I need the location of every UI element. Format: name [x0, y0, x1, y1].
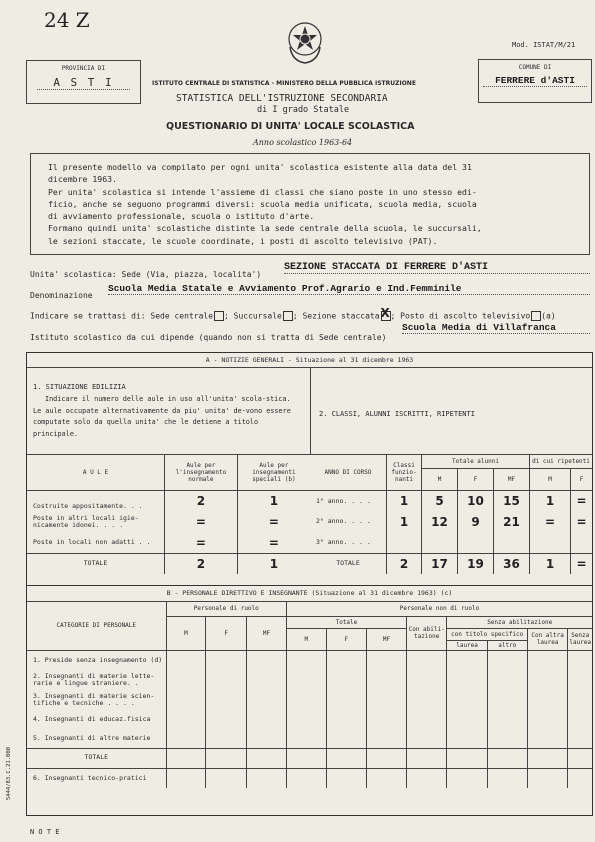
anno-total-label: TOTALE: [310, 554, 387, 574]
tipo-row: [30, 306, 556, 321]
intro-line: Per unita' scolastica si intende l'assieme di classi che siano poste in uno stesso edi-: [48, 186, 477, 197]
aule-normali-header: Aule per l'insegnamento normale: [165, 455, 238, 491]
tipo-sez-label: ; Sezione staccata: [292, 311, 380, 321]
anno-row-label: 2° anno. . . .: [310, 512, 387, 533]
rip-f-total[interactable]: =: [576, 556, 587, 571]
s1-block: [27, 368, 311, 454]
comune-label: COMUNE DI: [518, 64, 552, 71]
altro-header: altro: [487, 640, 527, 650]
tipo-note: (a): [541, 311, 556, 321]
totale-alunni-header: Totale alunni: [422, 455, 530, 469]
aule-normali-value[interactable]: =: [165, 512, 238, 533]
classi-value[interactable]: 1: [387, 491, 422, 512]
m-value[interactable]: 5: [422, 491, 458, 512]
intro-box: [30, 153, 590, 255]
s2-title: 2. CLASSI, ALUNNI ISCRITTI, RIPETENTI: [319, 410, 475, 418]
aule-speciali-value[interactable]: 1: [269, 494, 279, 509]
titolo-specifico-header: con titolo specifico: [447, 628, 528, 640]
title-sub: di I grado Statale: [257, 105, 350, 115]
rip-f-header: F: [579, 476, 584, 483]
aule-normali-total[interactable]: 2: [165, 554, 238, 574]
handwritten-number: 24 Z: [44, 8, 90, 32]
sede-label: Unita' scolastica: Sede (Via, piazza, localita'): [30, 270, 262, 279]
classi-value[interactable]: 1: [387, 512, 422, 533]
intro-line: ficio, anche se seguono programmi diversi: scuola media unificata, scuola media, scuola: [48, 198, 477, 209]
personale-row-label: 5. Insegnanti di altre materie: [27, 730, 166, 748]
personale-row-label: 6. Insegnanti tecnico-pratici: [27, 768, 166, 788]
institute-name: ISTITUTO CENTRALE DI STATISTICA - MINISTERO DELLA PUBBLICA ISTRUZIONE: [152, 80, 416, 87]
classi-table: [310, 454, 592, 574]
title-questionario: QUESTIONARIO DI UNITA' LOCALE SCOLASTICA: [166, 121, 415, 132]
model-code: Mod. ISTAT/M/21: [512, 41, 576, 49]
side-code: 5444/83.C.21.000: [6, 747, 12, 800]
succursale-checkbox[interactable]: [283, 311, 293, 321]
ripetenti-header: di cui ripetenti: [530, 455, 593, 469]
comune-value: FERRERE d'ASTI: [483, 75, 587, 87]
province-label: PROVINCIA DI: [61, 65, 106, 72]
intro-line: di avviamento professionale, scuola o istituto d'arte.: [48, 211, 315, 222]
senza-abil-header: Senza abilitazione: [447, 616, 592, 628]
rip-f-value[interactable]: [571, 533, 593, 554]
comune-box: [478, 59, 592, 103]
m-total[interactable]: 17: [422, 554, 458, 574]
province-box: [26, 60, 141, 104]
school-year: Anno scolastico 1963-64: [253, 138, 353, 147]
f-header: F: [458, 469, 494, 491]
mf-value[interactable]: 21: [494, 512, 530, 533]
f-value[interactable]: 10: [458, 491, 494, 512]
rip-m-value[interactable]: =: [530, 512, 571, 533]
denominazione-value[interactable]: Scuola Media Statale e Avviamento Prof.Agrario e Ind.Femminile: [108, 283, 590, 295]
posto-ascolto-checkbox[interactable]: [531, 311, 541, 321]
sede-value[interactable]: SEZIONE STACCATA DI FERRERE D'ASTI: [284, 262, 590, 274]
republic-emblem-icon: [284, 17, 326, 67]
personale-total-label: TOTALE: [27, 748, 166, 768]
classi-header: Classi funzio-nanti: [387, 455, 422, 491]
aule-normali-value[interactable]: 2: [165, 491, 238, 512]
m-value[interactable]: [422, 533, 458, 554]
f-value[interactable]: [458, 533, 494, 554]
aule-speciali-value[interactable]: =: [268, 535, 279, 550]
nr-m-header: M: [286, 628, 326, 650]
mf-value[interactable]: 15: [494, 491, 530, 512]
mf-header: MF: [494, 469, 530, 491]
province-value: A S T I: [37, 76, 130, 90]
nr-totale-header: Totale: [286, 616, 406, 628]
sezione-staccata-checkbox[interactable]: [380, 306, 391, 321]
note-label: N O T E: [30, 828, 60, 836]
f-total[interactable]: 19: [458, 554, 494, 574]
aule-normali-value[interactable]: =: [165, 533, 238, 554]
personale-row-label: 1. Preside senza insegnamento (d): [27, 650, 166, 670]
intro-line: dicembre 1963.: [48, 174, 118, 185]
s1-text: Indicare il numero delle aule in uso all'unita' scola-stica. Le aule occupate alternativamente da piu' unita' de-vono essere computate solo da quella unita' che le detiene a titolo principale.: [33, 395, 291, 438]
mf-value[interactable]: [494, 533, 530, 554]
ruolo-f-header: F: [206, 616, 247, 650]
sezione-staccata-mark: X: [380, 306, 390, 320]
intro-line: Formano quindi unita' scolastiche distinte la sede centrale della scuola, le succursali,: [48, 223, 482, 234]
anno-header: ANNO DI CORSO: [310, 455, 387, 491]
aule-row-label: Poste in altri locali igie-nicamente idonei. . . .: [27, 512, 165, 533]
mf-total[interactable]: 36: [494, 554, 530, 574]
tipo-label: Indicare se trattasi di: Sede centrale: [30, 311, 214, 321]
title-main: STATISTICA DELL'ISTRUZIONE SECONDARIA: [176, 93, 388, 104]
m-header: M: [422, 469, 458, 491]
con-abil-header: Con abili-tazione: [406, 616, 446, 650]
personale-row-label: 3. Insegnanti di materie scien-tifiche e tecniche . . . .: [27, 690, 166, 710]
aule-speciali-header: Aule per insegnamenti speciali (b): [252, 462, 296, 483]
rip-m-header: M: [530, 469, 571, 491]
aule-table: [27, 454, 310, 574]
f-value[interactable]: 9: [458, 512, 494, 533]
rip-f-value[interactable]: =: [576, 494, 587, 509]
categorie-header: CATEGORIE DI PERSONALE: [27, 602, 166, 650]
senza-laurea-header: Senza laurea: [568, 628, 592, 650]
intro-line: le sezioni staccate, le scuole coordinate, i posti di ascolto televisivo (PAT).: [48, 235, 438, 246]
m-value[interactable]: 12: [422, 512, 458, 533]
nr-f-header: F: [326, 628, 367, 650]
anno-row-label: 1° anno. . . .: [310, 491, 387, 512]
personale-row-label: 2. Insegnanti di materie lette-rarie e lingue straniere. .: [27, 670, 166, 690]
personale-table: [27, 602, 592, 788]
ruolo-m-header: M: [166, 616, 206, 650]
section-b-title: B - PERSONALE DIRETTIVO E INSEGNANTE (Situazione al 31 dicembre 1963) (c): [27, 585, 592, 602]
anno-row-label: 3° anno. . . .: [310, 533, 387, 554]
aule-row-label: Costruite appositamente. . .: [27, 491, 165, 512]
aule-row-label: Poste in locali non adatti . .: [27, 533, 165, 554]
tipo-succ-label: ; Succursale: [224, 311, 282, 321]
aule-speciali-value[interactable]: =: [268, 515, 279, 529]
laurea-header: laurea: [447, 640, 487, 650]
aule-total-label: TOTALE: [27, 554, 165, 574]
istituto-value[interactable]: Scuola Media di Villafranca: [402, 322, 590, 334]
intro-line: Il presente modello va compilato per ogni unita' scolastica esistente alla data del 31: [48, 162, 472, 172]
section-a: [26, 352, 593, 586]
con-altra-laurea-header: Con altra laurea: [527, 628, 567, 650]
denominazione-label: Denominazione: [30, 291, 93, 300]
nr-mf-header: MF: [367, 628, 407, 650]
section-b: [26, 585, 593, 816]
aule-header: A U L E: [27, 455, 165, 491]
rip-f-value[interactable]: =: [576, 515, 587, 529]
sede-centrale-checkbox[interactable]: [214, 311, 224, 321]
ruolo-mf-header: MF: [247, 616, 287, 650]
intro-text: [48, 161, 589, 247]
rip-m-total[interactable]: 1: [530, 554, 571, 574]
classi-value[interactable]: [387, 533, 422, 554]
rip-m-value[interactable]: [530, 533, 571, 554]
classi-total[interactable]: 2: [387, 554, 422, 574]
ruolo-header: Personale di ruolo: [166, 602, 286, 616]
rip-m-value[interactable]: 1: [530, 491, 571, 512]
personale-row-label: 4. Insegnanti di educaz.fisica: [27, 710, 166, 730]
tipo-pat-label: ; Posto di ascolto televisivo: [390, 311, 531, 321]
s1-title: 1. SITUAZIONE EDILIZIA: [33, 383, 126, 391]
non-ruolo-header: Personale non di ruolo: [286, 602, 592, 616]
istituto-label: Istituto scolastico da cui dipende (quando non si tratta di Sede centrale): [30, 333, 387, 342]
aule-speciali-total[interactable]: 1: [269, 556, 279, 571]
section-a-title: A - NOTIZIE GENERALI - Situazione al 31 dicembre 1963: [27, 353, 592, 368]
